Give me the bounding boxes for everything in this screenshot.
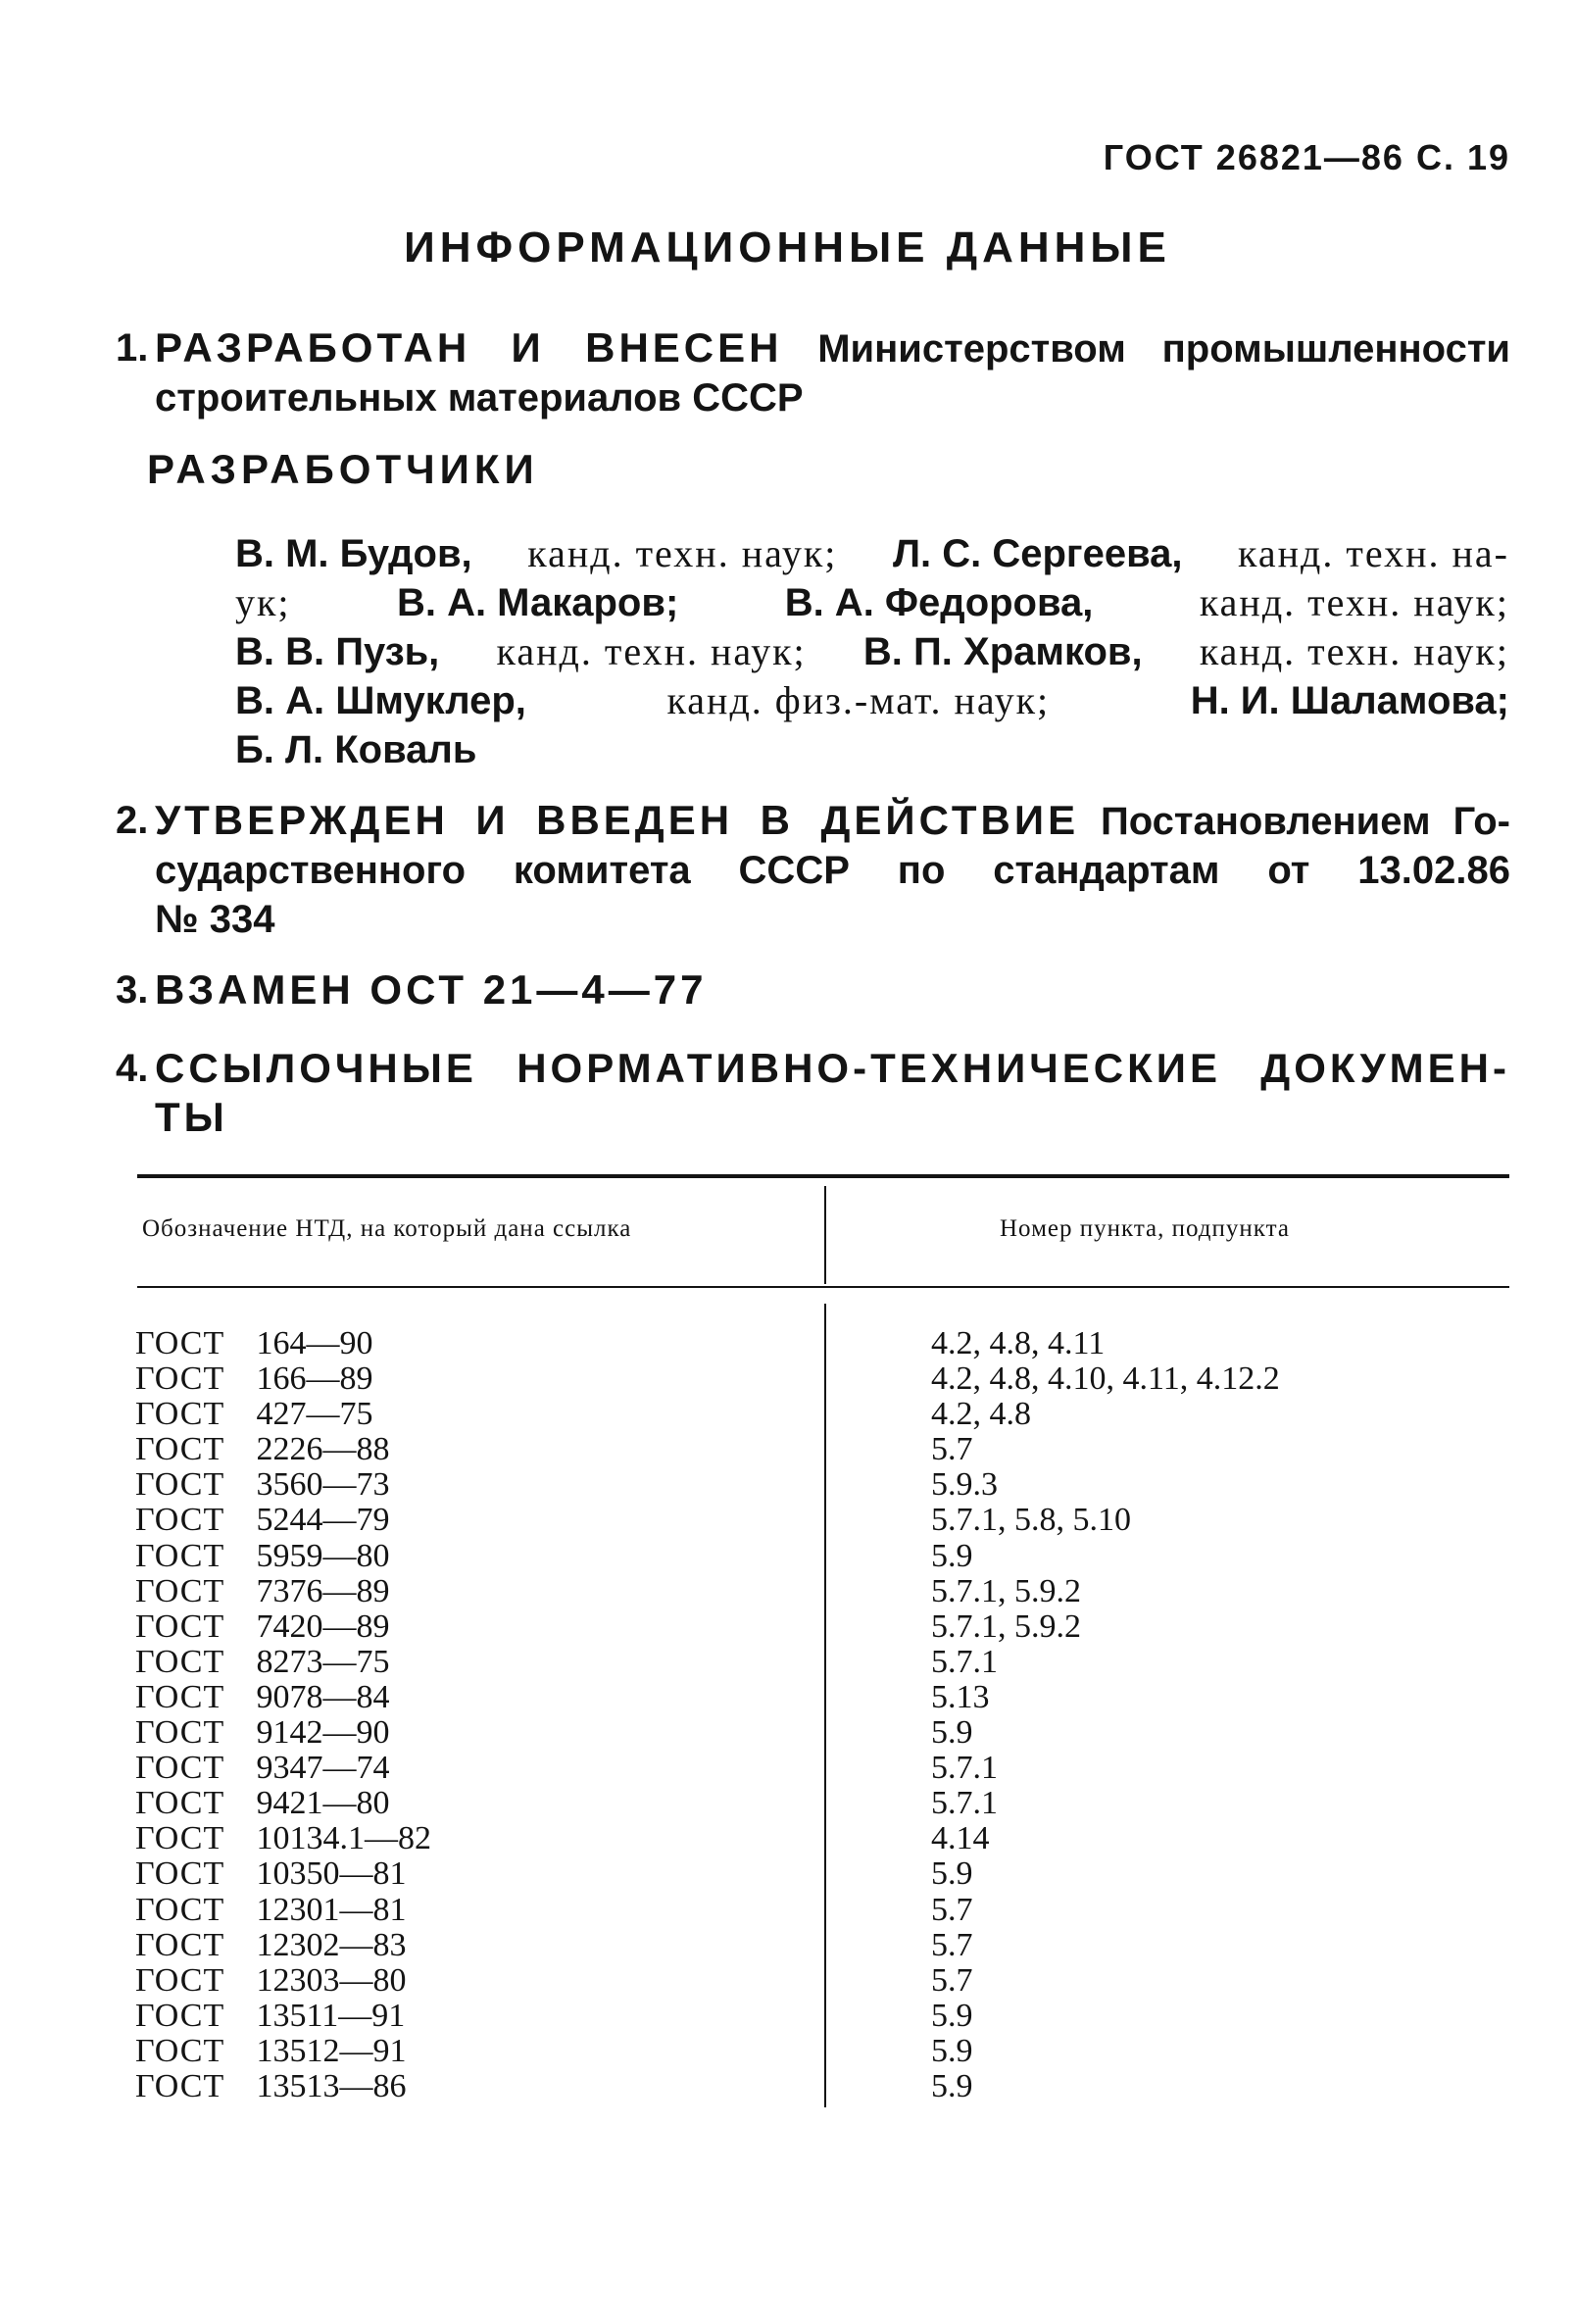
gost-prefix: ГОСТ xyxy=(135,1785,225,1822)
table-row xyxy=(135,1751,802,1786)
developer-name: В. А. Федорова, xyxy=(784,581,1094,624)
table-cell-items: 5.9.3 xyxy=(931,1466,998,1504)
table-col2-body xyxy=(931,1326,1519,2104)
table-row xyxy=(135,1786,802,1821)
table-row xyxy=(135,2034,802,2069)
developer-name: В. М. Будов, xyxy=(235,532,472,575)
table-cell-items: 5.13 xyxy=(931,1678,990,1715)
doc-number: 5959—80 xyxy=(256,1537,390,1574)
table-row xyxy=(135,1680,802,1715)
developer-name: В. А. Шмуклер, xyxy=(235,679,526,722)
table-row xyxy=(135,1397,802,1432)
item-2-line-1 xyxy=(155,796,1510,846)
developers-heading: РАЗРАБОТЧИКИ xyxy=(147,446,539,492)
table-row xyxy=(135,1893,802,1928)
table-header-rule xyxy=(137,1286,1509,1288)
table-cell-items: 4.2, 4.8, 4.11 xyxy=(931,1325,1106,1361)
doc-number: 9142—90 xyxy=(256,1714,390,1752)
doc-number: 2226—88 xyxy=(256,1431,390,1468)
page-title: ИНФОРМАЦИОННЫЕ ДАННЫЕ xyxy=(404,223,1171,272)
gost-prefix: ГОСТ xyxy=(135,1431,225,1468)
gost-prefix: ГОСТ xyxy=(135,1502,225,1539)
gost-prefix: ГОСТ xyxy=(135,1466,225,1504)
item-3-number: 3. xyxy=(116,968,149,1012)
doc-number: 9078—84 xyxy=(256,1678,390,1715)
table-cell-items: 5.7 xyxy=(931,1926,973,1963)
table-cell-items: 4.2, 4.8, 4.10, 4.11, 4.12.2 xyxy=(931,1360,1280,1398)
developer-name: В. В. Пузь, xyxy=(235,630,440,673)
gost-prefix: ГОСТ xyxy=(135,1855,225,1893)
item-1-number: 1. xyxy=(116,326,149,370)
item-1-line-2: строительных материалов СССР xyxy=(155,376,804,420)
table-cell-items: 5.9 xyxy=(931,1997,973,2034)
item-2-line-1-rest: Постановлением Го- xyxy=(1100,800,1511,843)
developers-line-3 xyxy=(235,627,1509,676)
table-cell-items: 4.14 xyxy=(931,1820,990,1857)
table-row xyxy=(135,1361,802,1397)
item-4 xyxy=(116,1044,1510,1142)
developers-line-1 xyxy=(235,529,1509,578)
developers-list xyxy=(235,529,1509,774)
table-cell-items: 5.7.1, 5.9.2 xyxy=(931,1607,1081,1645)
developer-degree: канд. физ.-мат. наук; xyxy=(666,678,1051,722)
developer-name: Б. Л. Коваль xyxy=(235,728,477,771)
doc-number: 10350—81 xyxy=(256,1855,407,1893)
doc-number: 13513—86 xyxy=(256,2067,407,2104)
developer-name: Н. И. Шаламова; xyxy=(1190,679,1509,722)
table-col2-header: Номер пункта, подпункта xyxy=(1000,1215,1290,1242)
item-2 xyxy=(116,796,1511,944)
developer-name: В. А. Макаров; xyxy=(396,581,679,624)
item-2-lead: УТВЕРЖДЕН И ВВЕДЕН В ДЕЙСТВИЕ xyxy=(155,797,1080,843)
table-col1-body xyxy=(135,1326,802,2104)
table-cell-items: 5.9 xyxy=(931,1714,973,1752)
item-1-line-1-rest: Министерством промышленности xyxy=(817,327,1510,371)
doc-number: 12302—83 xyxy=(256,1926,407,1963)
developers-line-2 xyxy=(235,578,1509,627)
developer-name: В. П. Храмков, xyxy=(862,630,1143,673)
table-cell-items: 5.7.1 xyxy=(931,1750,998,1787)
item-4-line-2: ТЫ xyxy=(155,1094,228,1140)
developer-degree: канд. техн. наук; xyxy=(1199,629,1509,673)
gost-prefix: ГОСТ xyxy=(135,1537,225,1574)
item-2-line-2: сударственного комитета СССР по стандартам от 13.02.86 xyxy=(155,849,1510,892)
gost-prefix: ГОСТ xyxy=(135,1325,225,1361)
table-cell-items: 5.7 xyxy=(931,1961,973,1999)
table-header-divider xyxy=(824,1186,826,1284)
table-body-divider xyxy=(824,1304,826,2107)
doc-number: 164—90 xyxy=(256,1325,373,1361)
table-row xyxy=(135,1503,802,1538)
table-row xyxy=(135,1432,802,1467)
table-cell-items: 5.9 xyxy=(931,1537,973,1574)
table-row xyxy=(135,1821,802,1856)
doc-number: 5244—79 xyxy=(256,1502,390,1539)
item-1 xyxy=(116,323,1510,422)
doc-number: 13511—91 xyxy=(256,1997,406,2034)
doc-number: 7420—89 xyxy=(256,1607,390,1645)
doc-number: 9421—80 xyxy=(256,1785,390,1822)
doc-number: 7376—89 xyxy=(256,1572,390,1609)
gost-prefix: ГОСТ xyxy=(135,1750,225,1787)
developer-degree: канд. техн. наук; xyxy=(1199,580,1509,624)
table-cell-items: 5.9 xyxy=(931,2067,973,2104)
table-row xyxy=(135,1467,802,1503)
table-row xyxy=(135,1715,802,1751)
table-cell-items: 5.7 xyxy=(931,1431,973,1468)
page-header: ГОСТ 26821—86 С. 19 xyxy=(1103,137,1510,177)
developer-name: Л. С. Сергеева, xyxy=(892,532,1183,575)
doc-number: 3560—73 xyxy=(256,1466,390,1504)
developers-line-4 xyxy=(235,676,1509,725)
table-cell-items: 5.7.1 xyxy=(931,1785,998,1822)
item-1-line-1 xyxy=(155,323,1510,373)
gost-prefix: ГОСТ xyxy=(135,1714,225,1752)
item-4-line-1: ССЫЛОЧНЫЕ НОРМАТИВНО-ТЕХНИЧЕСКИЕ ДОКУМЕН- xyxy=(155,1045,1510,1091)
item-4-number: 4. xyxy=(116,1047,149,1090)
item-3-text: ВЗАМЕН ОСТ 21—4—77 xyxy=(155,966,708,1013)
table-row xyxy=(135,1856,802,1892)
developer-degree: канд. техн. наук; xyxy=(527,531,838,575)
item-2-number: 2. xyxy=(116,799,149,842)
gost-prefix: ГОСТ xyxy=(135,2067,225,2104)
doc-number: 13512—91 xyxy=(256,2032,407,2069)
developer-degree: канд. техн. наук; xyxy=(496,629,807,673)
table-cell-items: 5.9 xyxy=(931,2032,973,2069)
item-2-line-3: № 334 xyxy=(155,898,275,941)
gost-prefix: ГОСТ xyxy=(135,1572,225,1609)
item-1-lead: РАЗРАБОТАН И ВНЕСЕН xyxy=(155,324,783,371)
gost-prefix: ГОСТ xyxy=(135,1997,225,2034)
doc-number: 10134.1—82 xyxy=(256,1820,431,1857)
table-cell-items: 5.7 xyxy=(931,1891,973,1928)
gost-prefix: ГОСТ xyxy=(135,1678,225,1715)
table-row xyxy=(135,1645,802,1680)
gost-prefix: ГОСТ xyxy=(135,1643,225,1680)
doc-number: 8273—75 xyxy=(256,1643,390,1680)
table-cell-items: 5.7.1, 5.9.2 xyxy=(931,1572,1081,1609)
table-row xyxy=(135,1539,802,1574)
table-row xyxy=(135,1326,802,1361)
gost-prefix: ГОСТ xyxy=(135,2032,225,2069)
table-row xyxy=(135,1928,802,1963)
developer-degree: ук; xyxy=(235,580,291,624)
table-cell-items: 5.9 xyxy=(931,1855,973,1893)
gost-prefix: ГОСТ xyxy=(135,1607,225,1645)
developer-degree: канд. техн. на- xyxy=(1238,531,1509,575)
doc-number: 166—89 xyxy=(256,1360,373,1398)
item-3 xyxy=(116,965,1510,1015)
doc-number: 12301—81 xyxy=(256,1891,407,1928)
table-row xyxy=(135,1609,802,1645)
table-row xyxy=(135,1574,802,1609)
doc-number: 427—75 xyxy=(256,1396,373,1433)
table-row xyxy=(135,1963,802,1999)
doc-number: 9347—74 xyxy=(256,1750,390,1787)
gost-prefix: ГОСТ xyxy=(135,1891,225,1928)
table-col1-header: Обозначение НТД, на который дана ссылка xyxy=(142,1215,632,1242)
table-cell-items: 5.7.1 xyxy=(931,1643,998,1680)
gost-prefix: ГОСТ xyxy=(135,1961,225,1999)
doc-number: 12303—80 xyxy=(256,1961,407,1999)
gost-prefix: ГОСТ xyxy=(135,1360,225,1398)
table-cell-items: 5.7.1, 5.8, 5.10 xyxy=(931,1502,1131,1539)
table-cell-items: 4.2, 4.8 xyxy=(931,1396,1031,1433)
table-row xyxy=(135,1999,802,2034)
gost-prefix: ГОСТ xyxy=(135,1926,225,1963)
gost-prefix: ГОСТ xyxy=(135,1820,225,1857)
table-top-rule xyxy=(137,1174,1509,1178)
gost-prefix: ГОСТ xyxy=(135,1396,225,1433)
developers-line-5 xyxy=(235,725,1509,774)
table-row xyxy=(135,2069,802,2104)
